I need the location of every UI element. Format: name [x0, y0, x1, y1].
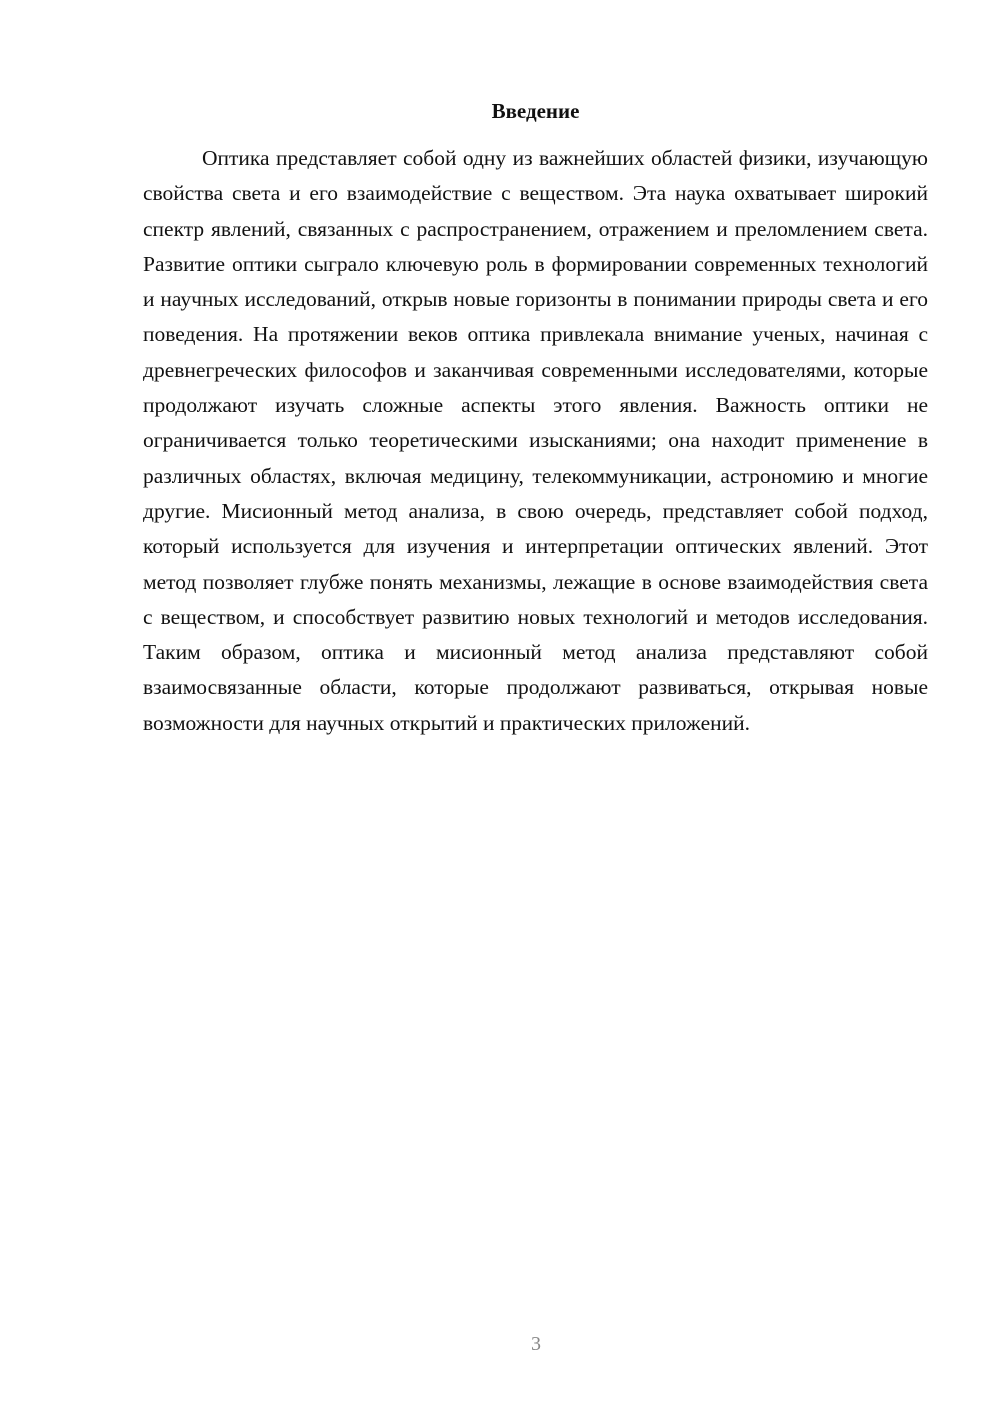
section-heading: Введение: [491, 99, 580, 123]
body-paragraph: Оптика представляет собой одну из важнейших областей физики, изучающую свойства света и его взаимодействие с веществом. Эта наука охватывает широкий спектр явлений, связанных с распространением, отражением и преломлением света. Развитие оптики сыграло ключевую роль в формировании современных технологий и научных исследований, открыв новые горизонты в понимании природы света и его поведения. На протяжении веков оптика привлекала внимание ученых, начиная с древнегреческих философов и заканчивая современными исследователями, которые продолжают изучать сложные аспекты этого явления. Важность оптики не ограничивается только теоретическими изысканиями; она находит применение в различных областях, включая медицину, телекоммуникации, астрономию и многие другие. Мисионный метод анализа, в свою очередь, представляет собой подход, который используется для изучения и интерпретации оптических явлений. Этот метод позволяет глубже понять механизмы, лежащие в основе взаимодействия света с веществом, и способствует развитию новых технологий и методов исследования. Таким образом, оптика и мисионный метод анализа представляют собой взаимосвязанные области, которые продолжают развиваться, открывая новые возможности для научных открытий и практических приложений.: [143, 146, 928, 735]
page-number: 3: [531, 1333, 541, 1355]
